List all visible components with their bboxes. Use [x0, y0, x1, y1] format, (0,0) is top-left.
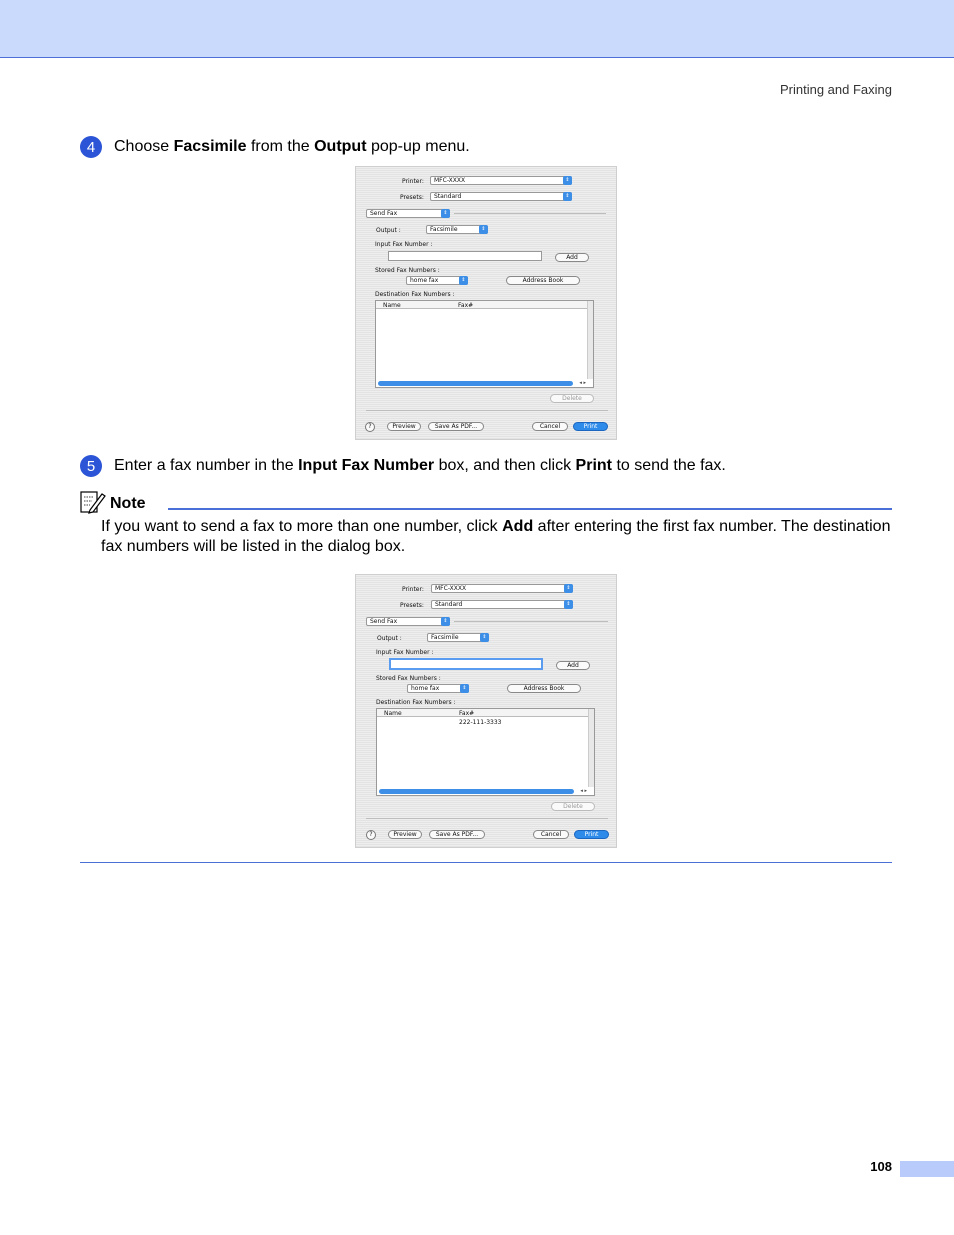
input-fax-label: Input Fax Number :	[376, 649, 434, 656]
divider	[454, 213, 606, 214]
save-as-pdf-button[interactable]: Save As PDF...	[428, 422, 484, 431]
fax-number-cell: 222-111-3333	[459, 719, 502, 726]
stored-fax-label: Stored Fax Numbers :	[375, 267, 440, 274]
popup-arrows-icon: ⇕	[564, 600, 573, 609]
step-5	[80, 455, 726, 477]
step-text: Enter a fax number in the Input Fax Number box, and then click Print to send the fax.	[114, 457, 726, 474]
panel-popup[interactable]: Send Fax ⇕	[366, 209, 450, 218]
destination-label: Destination Fax Numbers :	[376, 699, 456, 706]
output-label: Output :	[376, 227, 401, 234]
add-button[interactable]: Add	[556, 661, 590, 670]
printer-label: Printer:	[402, 178, 424, 185]
vertical-scrollbar[interactable]	[587, 301, 593, 379]
destination-table[interactable]	[375, 300, 594, 388]
delete-button[interactable]: Delete	[551, 802, 595, 811]
popup-arrows-icon: ⇕	[441, 617, 450, 626]
header-band	[0, 0, 954, 58]
stored-fax-popup[interactable]: home fax ⇕	[407, 684, 469, 693]
delete-button[interactable]: Delete	[550, 394, 594, 403]
step-number-badge: 5	[80, 455, 102, 477]
horizontal-scrollbar[interactable]	[379, 789, 574, 794]
divider	[454, 621, 608, 622]
bottom-rule	[80, 862, 892, 863]
presets-label: Presets:	[400, 602, 424, 609]
output-label: Output :	[377, 635, 402, 642]
address-book-button[interactable]: Address Book	[507, 684, 581, 693]
input-fax-label: Input Fax Number :	[375, 241, 433, 248]
stored-fax-label: Stored Fax Numbers :	[376, 675, 441, 682]
divider	[366, 410, 608, 411]
column-fax: Fax#	[458, 302, 474, 309]
add-button[interactable]: Add	[555, 253, 589, 262]
print-button[interactable]: Print	[573, 422, 608, 431]
scroll-arrows-icon[interactable]: ◂ ▸	[579, 380, 586, 386]
note-pencil-icon	[80, 490, 106, 514]
printer-popup[interactable]: MFC-XXXX ⇕	[431, 584, 573, 593]
presets-popup[interactable]: Standard ⇕	[431, 600, 573, 609]
cancel-button[interactable]: Cancel	[533, 830, 569, 839]
popup-arrows-icon: ⇕	[459, 276, 468, 285]
note-label: Note	[110, 495, 146, 512]
panel-popup[interactable]: Send Fax ⇕	[366, 617, 450, 626]
column-fax: Fax#	[459, 710, 475, 717]
send-fax-dialog-2	[355, 574, 617, 848]
input-fax-field[interactable]	[389, 658, 543, 670]
table-header	[377, 709, 588, 717]
popup-arrows-icon: ⇕	[564, 584, 573, 593]
table-row[interactable]	[459, 719, 502, 726]
column-name: Name	[383, 302, 401, 309]
input-fax-field[interactable]	[388, 251, 542, 261]
address-book-button[interactable]: Address Book	[506, 276, 580, 285]
note-rule	[168, 508, 892, 510]
presets-label: Presets:	[400, 194, 424, 201]
popup-arrows-icon: ⇕	[563, 192, 572, 201]
vertical-scrollbar[interactable]	[588, 709, 594, 787]
popup-arrows-icon: ⇕	[460, 684, 469, 693]
horizontal-scrollbar[interactable]	[378, 381, 573, 386]
note-header	[80, 490, 892, 512]
preview-button[interactable]: Preview	[387, 422, 421, 431]
help-icon[interactable]: ?	[365, 422, 375, 432]
divider	[366, 818, 608, 819]
destination-table[interactable]	[376, 708, 595, 796]
column-name: Name	[384, 710, 402, 717]
step-number-badge: 4	[80, 136, 102, 158]
send-fax-dialog-1	[355, 166, 617, 440]
step-4	[80, 136, 470, 158]
stored-fax-popup[interactable]: home fax ⇕	[406, 276, 468, 285]
section-title: Printing and Faxing	[779, 82, 892, 97]
step-text: Choose Facsimile from the Output pop-up menu.	[114, 138, 470, 155]
destination-label: Destination Fax Numbers :	[375, 291, 455, 298]
scroll-arrows-icon[interactable]: ◂ ▸	[580, 788, 587, 794]
page-tab	[900, 1161, 954, 1177]
printer-label: Printer:	[402, 586, 424, 593]
popup-arrows-icon: ⇕	[441, 209, 450, 218]
presets-popup[interactable]: Standard ⇕	[430, 192, 572, 201]
print-button[interactable]: Print	[574, 830, 609, 839]
output-popup[interactable]: Facsimile ⇕	[426, 225, 488, 234]
output-popup[interactable]: Facsimile ⇕	[427, 633, 489, 642]
help-icon[interactable]: ?	[366, 830, 376, 840]
preview-button[interactable]: Preview	[388, 830, 422, 839]
popup-arrows-icon: ⇕	[479, 225, 488, 234]
printer-popup[interactable]: MFC-XXXX ⇕	[430, 176, 572, 185]
popup-arrows-icon: ⇕	[480, 633, 489, 642]
popup-arrows-icon: ⇕	[563, 176, 572, 185]
cancel-button[interactable]: Cancel	[532, 422, 568, 431]
note-text: If you want to send a fax to more than one number, click Add after entering the first fax number. The destination fax numbers will be listed in the dialog box.	[101, 518, 891, 555]
table-header	[376, 301, 587, 309]
page-number: 108	[870, 1159, 892, 1174]
save-as-pdf-button[interactable]: Save As PDF...	[429, 830, 485, 839]
